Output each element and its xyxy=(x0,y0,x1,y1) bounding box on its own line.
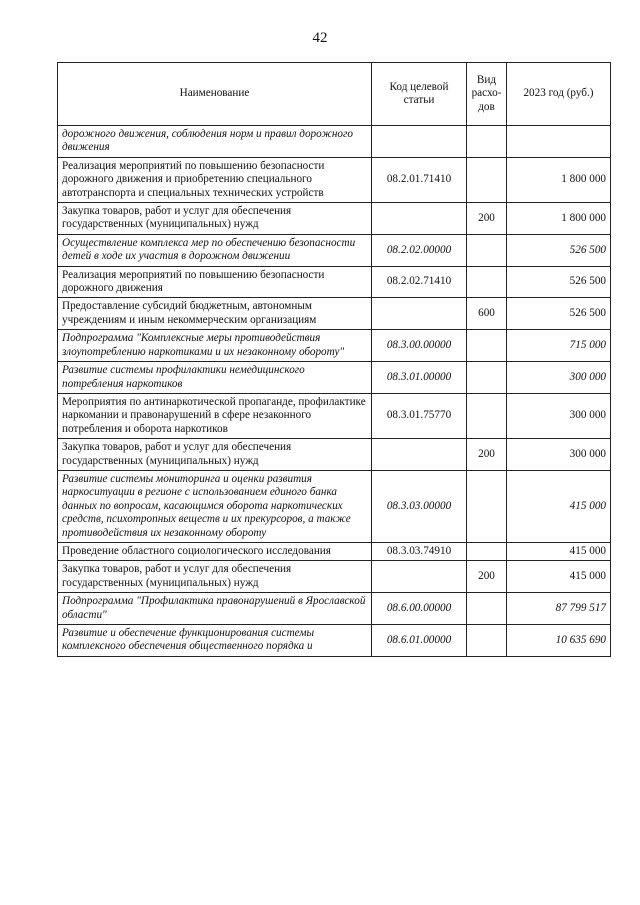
table-row xyxy=(58,470,611,542)
table-row xyxy=(58,126,611,158)
cell-type: 200 xyxy=(467,203,507,235)
cell-code xyxy=(372,439,467,471)
cell-type xyxy=(467,542,507,560)
cell-sum: 1 800 000 xyxy=(507,157,611,202)
cell-name: Предоставление субсидий бюджетным, автономным учреждениям и иным некоммерческим организациям xyxy=(58,298,372,330)
cell-code xyxy=(372,561,467,593)
cell-type: 200 xyxy=(467,561,507,593)
cell-sum: 300 000 xyxy=(507,439,611,471)
table-row xyxy=(58,330,611,362)
cell-name: Развитие системы мониторинга и оценки развития наркоситуации в регионе с использованием единого банка данных по вопросам, касающимся оборота наркотических средств, психотропных веществ и их прекурсоров, а также противодействия их незаконному обороту xyxy=(58,470,372,542)
cell-name: Мероприятия по антинаркотической пропаганде, профилактике наркомании и правонарушений в сфере незаконного потребления и оборота наркотиков xyxy=(58,393,372,438)
header-sum: 2023 год (руб.) xyxy=(507,63,611,126)
cell-code xyxy=(372,126,467,158)
cell-name: Закупка товаров, работ и услуг для обеспечения государственных (муниципальных) нужд xyxy=(58,203,372,235)
table-row xyxy=(58,203,611,235)
cell-code: 08.3.01.00000 xyxy=(372,362,467,394)
cell-code: 08.3.03.74910 xyxy=(372,542,467,560)
cell-type xyxy=(467,393,507,438)
cell-sum: 415 000 xyxy=(507,542,611,560)
cell-name: дорожного движения, соблюдения норм и правил дорожного движения xyxy=(58,126,372,158)
cell-type xyxy=(467,362,507,394)
table-row xyxy=(58,393,611,438)
table-row xyxy=(58,542,611,560)
cell-sum: 10 635 690 xyxy=(507,625,611,657)
cell-sum: 415 000 xyxy=(507,470,611,542)
table-row xyxy=(58,625,611,657)
table-row xyxy=(58,266,611,298)
cell-code: 08.3.00.00000 xyxy=(372,330,467,362)
table-row xyxy=(58,298,611,330)
cell-type xyxy=(467,266,507,298)
header-name: Наименование xyxy=(58,63,372,126)
table-row xyxy=(58,157,611,202)
cell-sum xyxy=(507,126,611,158)
cell-name: Закупка товаров, работ и услуг для обеспечения государственных (муниципальных) нужд xyxy=(58,439,372,471)
cell-type xyxy=(467,330,507,362)
cell-type xyxy=(467,234,507,266)
cell-name: Реализация мероприятий по повышению безопасности дорожного движения и приобретению специального автотранспорта и специальных технических устройств xyxy=(58,157,372,202)
cell-type xyxy=(467,126,507,158)
cell-type: 600 xyxy=(467,298,507,330)
table-row xyxy=(58,439,611,471)
budget-table xyxy=(57,62,611,657)
cell-sum: 526 500 xyxy=(507,234,611,266)
cell-code: 08.2.01.71410 xyxy=(372,157,467,202)
cell-code xyxy=(372,203,467,235)
table-row xyxy=(58,561,611,593)
cell-name: Подпрограмма "Комплексные меры противодействия злоупотреблению наркотиками и их незаконному обороту" xyxy=(58,330,372,362)
cell-sum: 300 000 xyxy=(507,393,611,438)
table-row xyxy=(58,362,611,394)
page-number: 42 xyxy=(312,30,328,46)
cell-sum: 415 000 xyxy=(507,561,611,593)
cell-sum: 1 800 000 xyxy=(507,203,611,235)
cell-sum: 715 000 xyxy=(507,330,611,362)
cell-type: 200 xyxy=(467,439,507,471)
header-type: Вид расхо-дов xyxy=(467,63,507,126)
cell-code xyxy=(372,298,467,330)
cell-name: Закупка товаров, работ и услуг для обеспечения государственных (муниципальных) нужд xyxy=(58,561,372,593)
cell-sum: 300 000 xyxy=(507,362,611,394)
cell-type xyxy=(467,593,507,625)
cell-sum: 526 500 xyxy=(507,266,611,298)
cell-name: Развитие и обеспечение функционирования системы комплексного обеспечения общественного порядка и xyxy=(58,625,372,657)
table-row xyxy=(58,593,611,625)
cell-code: 08.2.02.00000 xyxy=(372,234,467,266)
cell-code: 08.3.03.00000 xyxy=(372,470,467,542)
cell-code: 08.3.01.75770 xyxy=(372,393,467,438)
table-body xyxy=(58,126,611,657)
table-header-row xyxy=(58,63,611,126)
cell-type xyxy=(467,157,507,202)
cell-name: Развитие системы профилактики немедицинского потребления наркотиков xyxy=(58,362,372,394)
cell-name: Подпрограмма "Профилактика правонарушений в Ярославской области" xyxy=(58,593,372,625)
cell-name: Реализация мероприятий по повышению безопасности дорожного движения xyxy=(58,266,372,298)
cell-code: 08.6.01.00000 xyxy=(372,625,467,657)
cell-type xyxy=(467,470,507,542)
cell-code: 08.2.02.71410 xyxy=(372,266,467,298)
cell-sum: 87 799 517 xyxy=(507,593,611,625)
cell-code: 08.6.00.00000 xyxy=(372,593,467,625)
header-code: Код целевой статьи xyxy=(372,63,467,126)
cell-type xyxy=(467,625,507,657)
cell-sum: 526 500 xyxy=(507,298,611,330)
cell-name: Осуществление комплекса мер по обеспечению безопасности детей в ходе их участия в дорожном движении xyxy=(58,234,372,266)
cell-name: Проведение областного социологического исследования xyxy=(58,542,372,560)
table-row xyxy=(58,234,611,266)
